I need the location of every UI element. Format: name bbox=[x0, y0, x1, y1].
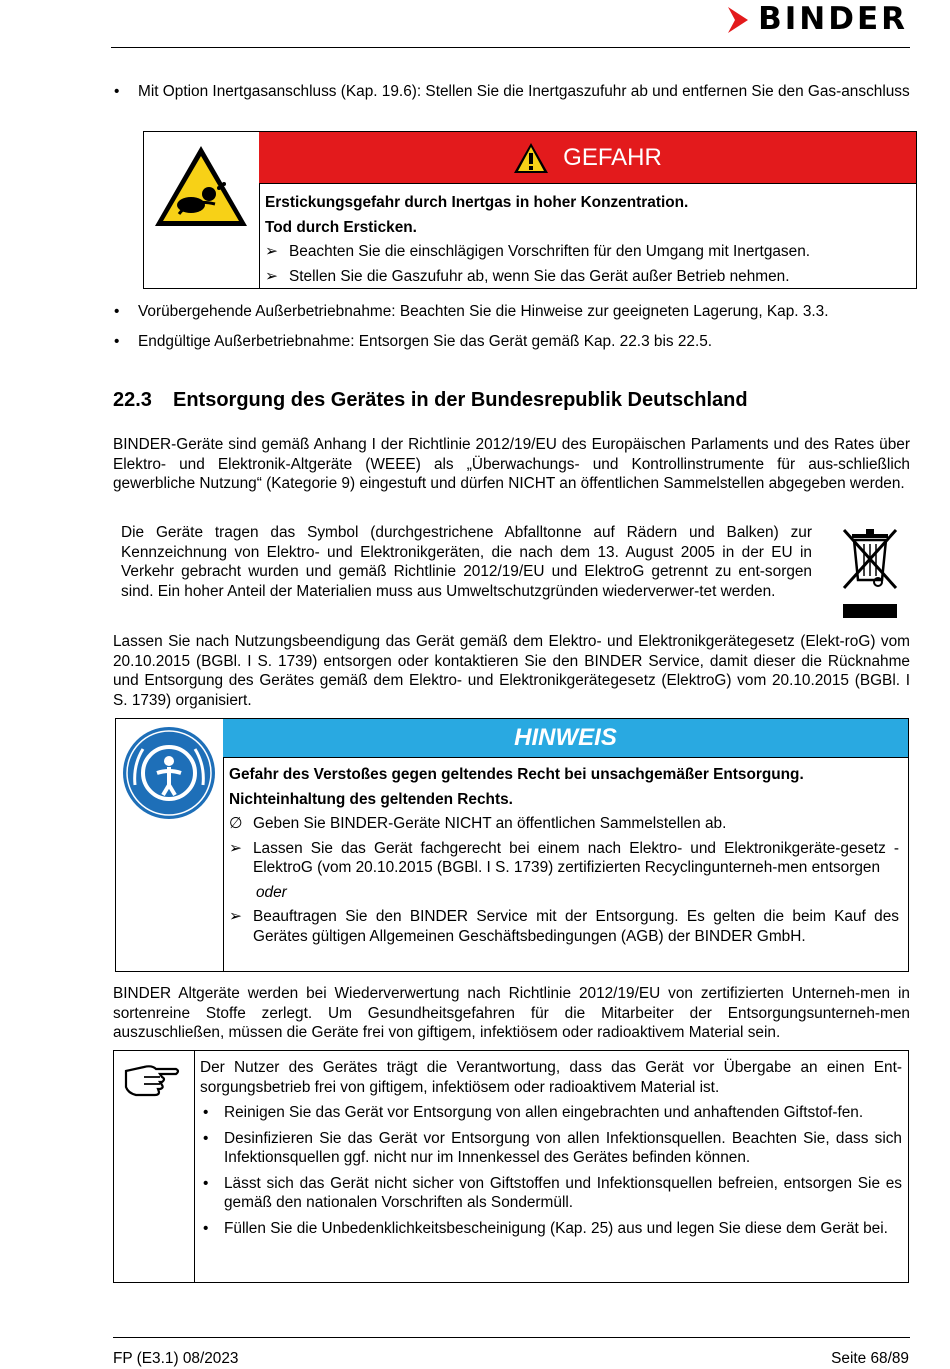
footer-divider bbox=[113, 1337, 910, 1338]
info-item: • Lässt sich das Gerät nicht sicher von Giftstoffen und Infektionsquellen befreien, entsorgen Sie es gemäß den nationalen Vorschriften als Sondermüll. bbox=[200, 1174, 902, 1213]
footer-page-number: Seite 68/89 bbox=[831, 1350, 909, 1367]
bullet-char: • bbox=[114, 333, 120, 350]
notice-box bbox=[115, 718, 909, 972]
info-body bbox=[200, 1058, 902, 1238]
list-item bbox=[113, 82, 910, 102]
section-number: 22.3 bbox=[113, 389, 152, 411]
arrow-icon: ➢ bbox=[265, 243, 278, 260]
bullet-char: • bbox=[203, 1219, 209, 1237]
pointing-hand-icon bbox=[122, 1059, 182, 1099]
bullet-char: • bbox=[114, 303, 120, 320]
info-icon-cell bbox=[114, 1051, 195, 1282]
info-box bbox=[113, 1050, 909, 1283]
paragraph-recycling: BINDER Altgeräte werden bei Wiederverwertung nach Richtlinie 2012/19/EU von zertifizierten Unterneh-men in sortenreine Stoffe zerlegt. Um Gesundheitsgefahren für die Mitarbeiter der Entsorgungsunterneh-men auszuschließen, müssen die Geräte frei von giftigem, infektiösem oder radioaktivem Material sein. bbox=[113, 985, 910, 1041]
info-item: • Reinigen Sie das Gerät vor Entsorgung von allen eingebrachten und anhaftenden Giftstof-fen. bbox=[200, 1103, 902, 1123]
danger-body bbox=[265, 191, 916, 289]
danger-header bbox=[259, 132, 916, 184]
info-item: • Desinfizieren Sie das Gerät vor Entsorgung von allen Infektionsquellen. Beachten Sie, dass sich Infektionsquellen ggf. nicht nur im Innenkessel des Gerätes befinden können. bbox=[200, 1129, 902, 1168]
footer-left: FP (E3.1) 08/2023 bbox=[113, 1350, 239, 1367]
danger-item: ➢ Stellen Sie die Gaszufuhr ab, wenn Sie das Gerät außer Betrieb nehmen. bbox=[265, 265, 916, 290]
notice-or: oder bbox=[256, 883, 287, 901]
danger-icon-cell bbox=[144, 132, 260, 288]
bullet-char: • bbox=[203, 1104, 209, 1121]
list-item-text: Vorübergehende Außerbetriebnahme: Beachten Sie die Hinweise zur geeigneten Lagerung, Kap. 3.3. bbox=[138, 303, 829, 320]
notice-line-2: Nichteinhaltung des geltenden Rechts. bbox=[229, 790, 513, 808]
exclamation-triangle-icon bbox=[513, 142, 549, 174]
paragraph-symbol: Die Geräte tragen das Symbol (durchgestrichene Abfalltonne auf Rädern und Balken) zur Kennzeichnung von Elektro- und Elektronikgeräten, die nach dem 13. August 2005 in der EU in Verkehr gebracht wurden und gemäß Richtlinie 2012/19/EU und ElektroG getrennt zu ent-sorgen sind. Ein hoher Anteil der Materialien muss aus Umweltschutzgründen wiederverwer-tet werden. bbox=[121, 524, 812, 600]
bullet-char: • bbox=[203, 1129, 209, 1147]
arrow-icon: ➢ bbox=[229, 839, 242, 857]
suffocation-warning-icon bbox=[151, 142, 251, 230]
crossed-out-bin-icon bbox=[840, 524, 900, 620]
header-divider bbox=[111, 47, 910, 48]
binder-logo bbox=[726, 1, 908, 38]
notice-body bbox=[229, 765, 899, 946]
binder-logo-icon bbox=[726, 5, 750, 35]
danger-item: ➢ Beachten Sie die einschlägigen Vorschriften für den Umgang mit Inertgasen. bbox=[265, 240, 916, 265]
notice-title: HINWEIS bbox=[514, 724, 617, 752]
notice-item: ➢ Beauftragen Sie den BINDER Service mit der Entsorgung. Es gelten die beim Kauf des Gerätes gültigen Allgemeinen Geschäftsbedingungen (AGB) der BINDER GmbH. bbox=[229, 908, 899, 945]
danger-box bbox=[143, 131, 917, 289]
section-title: Entsorgung des Gerätes in der Bundesrepublik Deutschland bbox=[173, 389, 748, 411]
paragraph-elektrog: Lassen Sie nach Nutzungsbeendigung das Gerät gemäß dem Elektro- und Elektronikgerätegesetz (Elekt-roG) vom 20.10.2015 (BGBl. I S. 1739) entsorgen oder kontaktieren Sie den BINDER Service, damit dieser die Rücknahme und Entsorgung des Gerätes gemäß dem Elektro- und Elektronikgerätegesetz (ElektroG) vom 20.10.2015 (BGBl. I S. 1739) organisiert. bbox=[113, 633, 910, 709]
bullet-char: • bbox=[114, 83, 120, 100]
list-item-text: Endgültige Außerbetriebnahme: Entsorgen Sie das Gerät gemäß Kap. 22.3 bis 22.5. bbox=[138, 333, 713, 350]
arrow-icon: ➢ bbox=[229, 908, 242, 925]
info-intro: Der Nutzer des Gerätes trägt die Verantwortung, dass das Gerät vor Übergabe an einen Ent-sorgungsbetrieb frei von giftigem, infektiösem oder radioaktivem Material ist. bbox=[200, 1059, 902, 1096]
paragraph-weee: BINDER-Geräte sind gemäß Anhang I der Richtlinie 2012/19/EU des Europäischen Parlaments und des Rates über Elektro- und Elektronik-Altgeräte (WEEE) als „Überwachungs- und Kontrollinstrumente für aus-schließlich gewerbliche Nutzung“ (Kategorie 9) eingestuft und dürfen NICHT an öffentlichen Sammelstellen abgegeben werden. bbox=[113, 436, 910, 492]
list-item bbox=[113, 332, 910, 352]
list-item bbox=[113, 302, 910, 322]
notice-header bbox=[223, 719, 908, 758]
section-heading bbox=[113, 391, 748, 411]
bullet-char: • bbox=[203, 1174, 209, 1192]
danger-line-2: Tod durch Ersticken. bbox=[265, 218, 417, 236]
notice-item: ➢ Lassen Sie das Gerät fachgerecht bei einem nach Elektro- und Elektronikgeräte-gesetz - ElektroG (vom 20.10.2015 (BGBl. I S. 1739) zertifizierten Recyclingunterneh-men entsorgen bbox=[229, 839, 899, 876]
brand-name: BINDER bbox=[758, 1, 908, 38]
blue-angel-eco-icon bbox=[121, 725, 217, 821]
list-item-text: Mit Option Inertgasanschluss (Kap. 19.6): Stellen Sie die Inertgaszufuhr ab und entfernen Sie den Gas-anschluss bbox=[138, 83, 910, 100]
info-item: • Füllen Sie die Unbedenklichkeitsbescheinigung (Kap. 25) aus und legen Sie diese dem Gerät bei. bbox=[200, 1219, 902, 1239]
notice-icon-cell bbox=[116, 719, 224, 971]
danger-title: GEFAHR bbox=[563, 143, 662, 171]
notice-item: ∅ Geben Sie BINDER-Geräte NICHT an öffentlichen Sammelstellen ab. bbox=[229, 815, 727, 832]
arrow-icon: ➢ bbox=[265, 267, 278, 285]
prohibit-icon: ∅ bbox=[229, 815, 243, 832]
danger-line-1: Erstickungsgefahr durch Inertgas in hoher Konzentration. bbox=[265, 194, 689, 211]
notice-line-1: Gefahr des Verstoßes gegen geltendes Recht bei unsachgemäßer Entsorgung. bbox=[229, 766, 804, 783]
